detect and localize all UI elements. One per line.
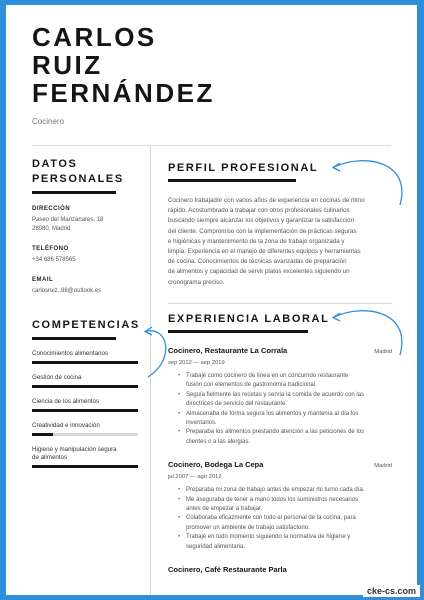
job-dates: sep 2012 — sep 2019	[168, 360, 225, 366]
profile-text: Cocinero trabajador con varios años de experiencia en cocinas de ritmo rápido. Acostumbrado a trabajar con otros profesionales culinarios buscando siempre alcanzar los objetivos y garantizar la satisfacción del cliente. Compromiso con la implementación de prácticas seguras e higiénicas y mantenimiento de la zona de trabajo organizada y limpia. Experiencia en el manejo de diferentes equipos y herramientas de cocina. Conocimientos de técnicas avanzadas de preparación de alimentos y capacidad de servir platos excelentes siguiendo un cronograma preciso.	[168, 197, 365, 286]
skill-item	[32, 446, 138, 468]
section-rule	[32, 191, 116, 194]
personal-data-section	[32, 157, 136, 296]
job-duty: • Trabajé en todo momento siguiendo la normativa de higiene y seguridad alimentaria.	[178, 533, 392, 552]
email-block: EMAIL carlosruiz..88@outlook.es	[32, 277, 136, 296]
personal-data-title: DATOS PERSONALES	[32, 158, 124, 185]
skill-name: Ciencia de los alimentos	[32, 398, 100, 405]
skill-name: Creatividad e innovación	[32, 422, 100, 429]
email-value: carlosruiz..88@outlook.es	[32, 288, 102, 294]
experience-title: EXPERIENCIA LABORAL	[168, 313, 330, 325]
job-entry	[168, 565, 392, 574]
job-location: Madrid	[374, 463, 392, 470]
skill-level-fill	[32, 465, 138, 468]
skill-level-bar	[32, 385, 138, 388]
curved-arrow-icon	[324, 305, 414, 361]
phone-value: +34 686 578565	[32, 257, 76, 263]
job-entry	[168, 460, 392, 552]
job-duty: • Me aseguraba de tener a mano todos los suministros necesarios antes de empezar a trabajar.	[178, 496, 392, 515]
full-name: CARLOS RUIZ FERNÁNDEZ	[32, 22, 215, 108]
skill-item	[32, 350, 138, 364]
job-company: Cocinero, Café Restaurante Parla	[168, 565, 287, 575]
job-duties-list	[168, 372, 392, 447]
curved-arrow-icon	[124, 321, 174, 381]
skill-name: Conocimientos alimentarios	[32, 350, 109, 357]
skill-name: Higiene y manipulación segura de alimentos	[32, 446, 117, 461]
skill-level-fill	[32, 409, 138, 412]
skill-level-bar	[32, 465, 138, 468]
job-entry	[168, 346, 392, 447]
section-divider	[168, 303, 392, 304]
skill-item	[32, 398, 138, 412]
skill-level-bar	[32, 361, 138, 364]
profile-title: PERFIL PROFESIONAL	[168, 162, 319, 174]
section-rule	[32, 337, 116, 340]
job-company: Cocinero, Bodega La Cepa	[168, 460, 264, 470]
address-block: DIRECCIÓN Paseo del Manzanares, 18 28080, Madrid	[32, 206, 136, 234]
watermark: cke-cs.com	[363, 585, 420, 597]
skills-section	[32, 318, 138, 468]
phone-block: TELÉFONO +34 686 578565	[32, 246, 136, 265]
job-duty: • Colaboraba eficazmente con todo el personal de la cocina, para promover un ambiente de trabajo satisfactorio.	[178, 514, 392, 533]
job-title: Cocinero	[32, 117, 65, 126]
job-location: Madrid	[374, 349, 392, 355]
job-duty: • Almacenaba de forma segura los alimentos y mantenía al día los inventarios.	[178, 410, 392, 429]
job-duty: • Preparaba los alimentos prestando atención a las peticiones de los clientes o a las alergias.	[178, 428, 392, 447]
skill-level-fill	[32, 433, 53, 436]
skill-level-fill	[32, 361, 138, 364]
skill-item	[32, 374, 138, 388]
section-rule	[168, 330, 308, 333]
address-value: Paseo del Manzanares, 18 28080, Madrid	[32, 217, 104, 232]
job-duties-list	[168, 486, 392, 552]
skill-item	[32, 422, 138, 436]
job-duty: • Trabajé como cocinero de línea en un concurrido restaurante fusión con elementos de gastronomía tradicional.	[178, 372, 392, 391]
job-duty: • Preparaba mi zona de trabajo antes de empezar mi turno cada día.	[178, 486, 392, 495]
job-company: Cocinero, Restaurante La Corrala	[168, 346, 288, 355]
resume-page	[6, 5, 417, 595]
skill-level-bar	[32, 433, 138, 436]
job-duty: • Seguía fielmente las recetas y servía la comida de acuerdo con las directrices de servicio del restaurante.	[178, 391, 392, 410]
skill-level-fill	[32, 385, 138, 388]
skills-title: COMPETENCIAS	[32, 319, 140, 331]
header-divider	[32, 145, 391, 146]
skill-name: Gestión de cocina	[32, 374, 82, 381]
section-rule	[168, 179, 296, 182]
curved-arrow-icon	[324, 155, 414, 211]
skill-level-bar	[32, 409, 138, 412]
job-dates: jul 2007 — ago 2012	[168, 474, 222, 481]
